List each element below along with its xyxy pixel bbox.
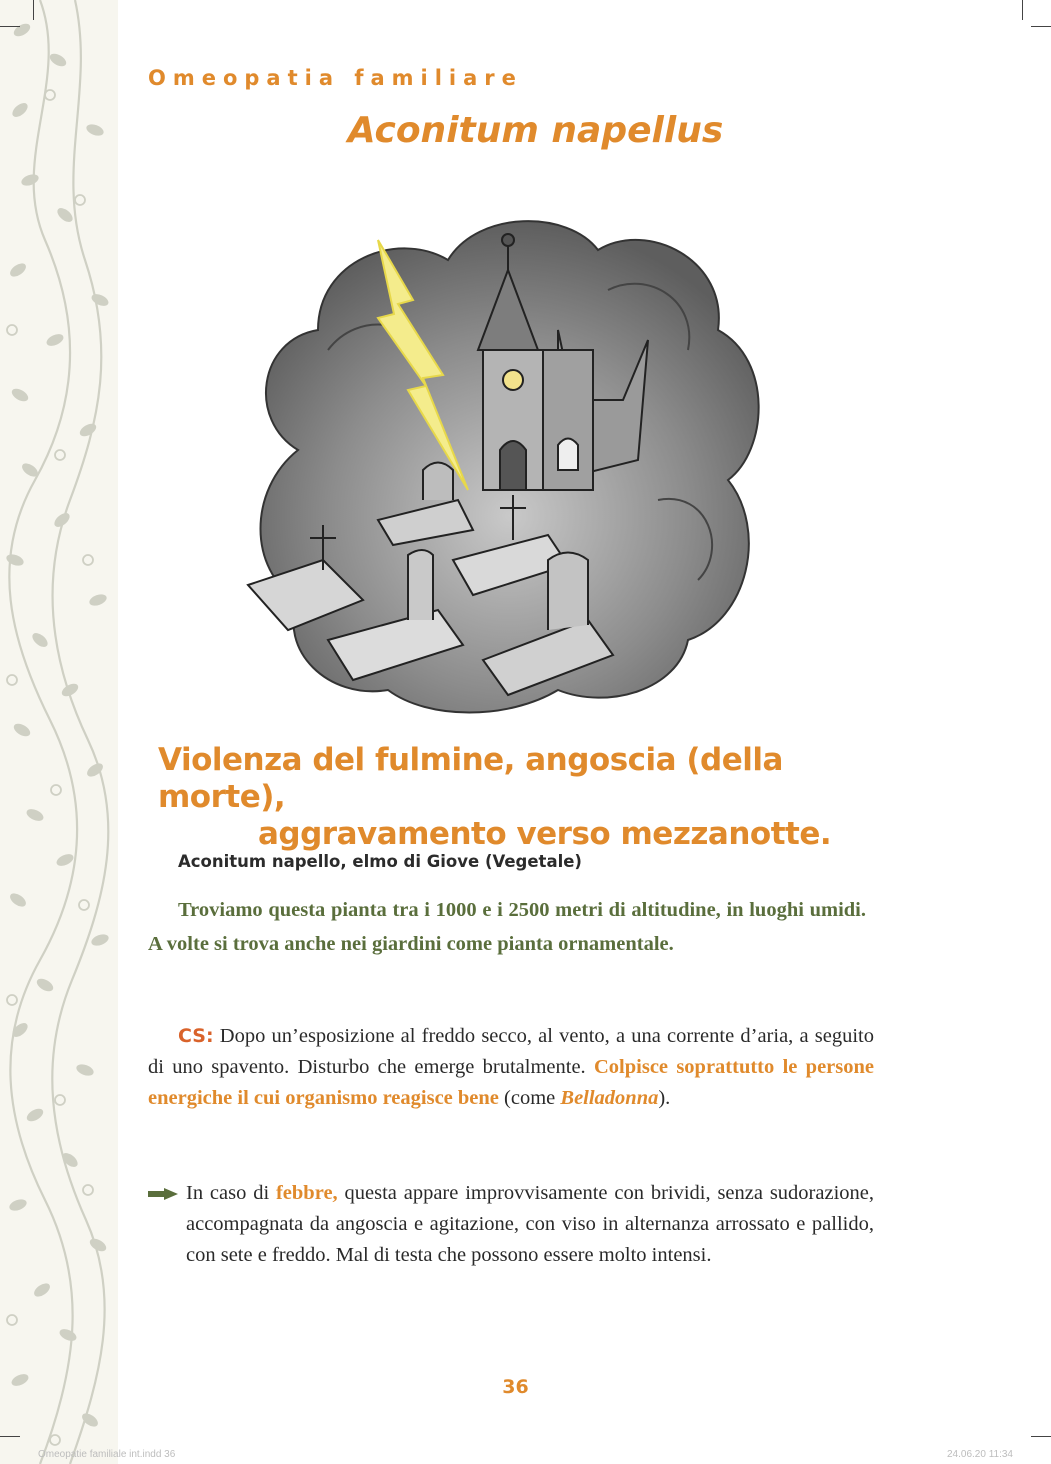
cs-label: CS: [178, 1025, 214, 1047]
print-slug-left: Omeopatie familiale int.indd 36 [38, 1449, 176, 1460]
crop-mark [1031, 1436, 1051, 1437]
running-head: Omeopatia familiare [148, 66, 523, 90]
decorative-vine-border [0, 0, 118, 1464]
fever-bullet [148, 1178, 874, 1271]
bullet-text-1: In caso di [186, 1182, 276, 1204]
keynote-line-1: Violenza del fulmine, angoscia (della morte), [158, 742, 783, 815]
cs-text-2: (come [498, 1087, 561, 1109]
print-slug-right: 24.06.20 11:34 [947, 1449, 1013, 1460]
keynote-line-2: aggravamento verso mezzanotte. [258, 816, 832, 852]
crop-mark [0, 1436, 20, 1437]
intro-paragraph: Troviamo questa pianta tra i 1000 e i 2500 metri di altitudine, in luoghi umidi. A volte si trova anche nei giardini come pianta ornamentale. [148, 899, 866, 955]
keynote-heading [148, 742, 908, 853]
cs-italic-highlight: Belladonna [560, 1087, 659, 1109]
remedy-title: Aconitum napellus [347, 110, 724, 151]
page-number: 36 [502, 1376, 529, 1398]
bullet-text-2: questa appare improvvisamente con brividi, senza sudorazione, accompagnata da angoscia e agitazione, con viso in alternanza arrossato e pallido, con sete e freddo. Mal di testa che possono essere molto intensi. [186, 1182, 874, 1266]
crop-mark [1031, 26, 1051, 27]
crop-mark [1022, 0, 1023, 20]
bullet-highlight: febbre, [275, 1182, 338, 1204]
cs-text-1: Dopo un’esposizione al freddo secco, al vento, a una corrente d’aria, a seguito di uno spavento. Disturbo che emerge brutalmente. [148, 1025, 874, 1078]
fever-bullet-text [186, 1178, 874, 1271]
cs-highlight: Colpisce soprattutto le persone energiche il cui organismo reagisce bene [148, 1056, 874, 1109]
vine-illustration [0, 0, 118, 1464]
crop-mark [0, 26, 20, 27]
cs-text-3: ). [658, 1087, 671, 1109]
crop-mark [33, 0, 34, 20]
page-title [0, 110, 1051, 151]
arrow-bullet-icon [148, 1188, 178, 1200]
graveyard-storm-illustration [228, 200, 778, 720]
plant-subtitle: Aconitum napello, elmo di Giove (Vegetale) [178, 852, 582, 871]
cs-paragraph [148, 1021, 874, 1114]
